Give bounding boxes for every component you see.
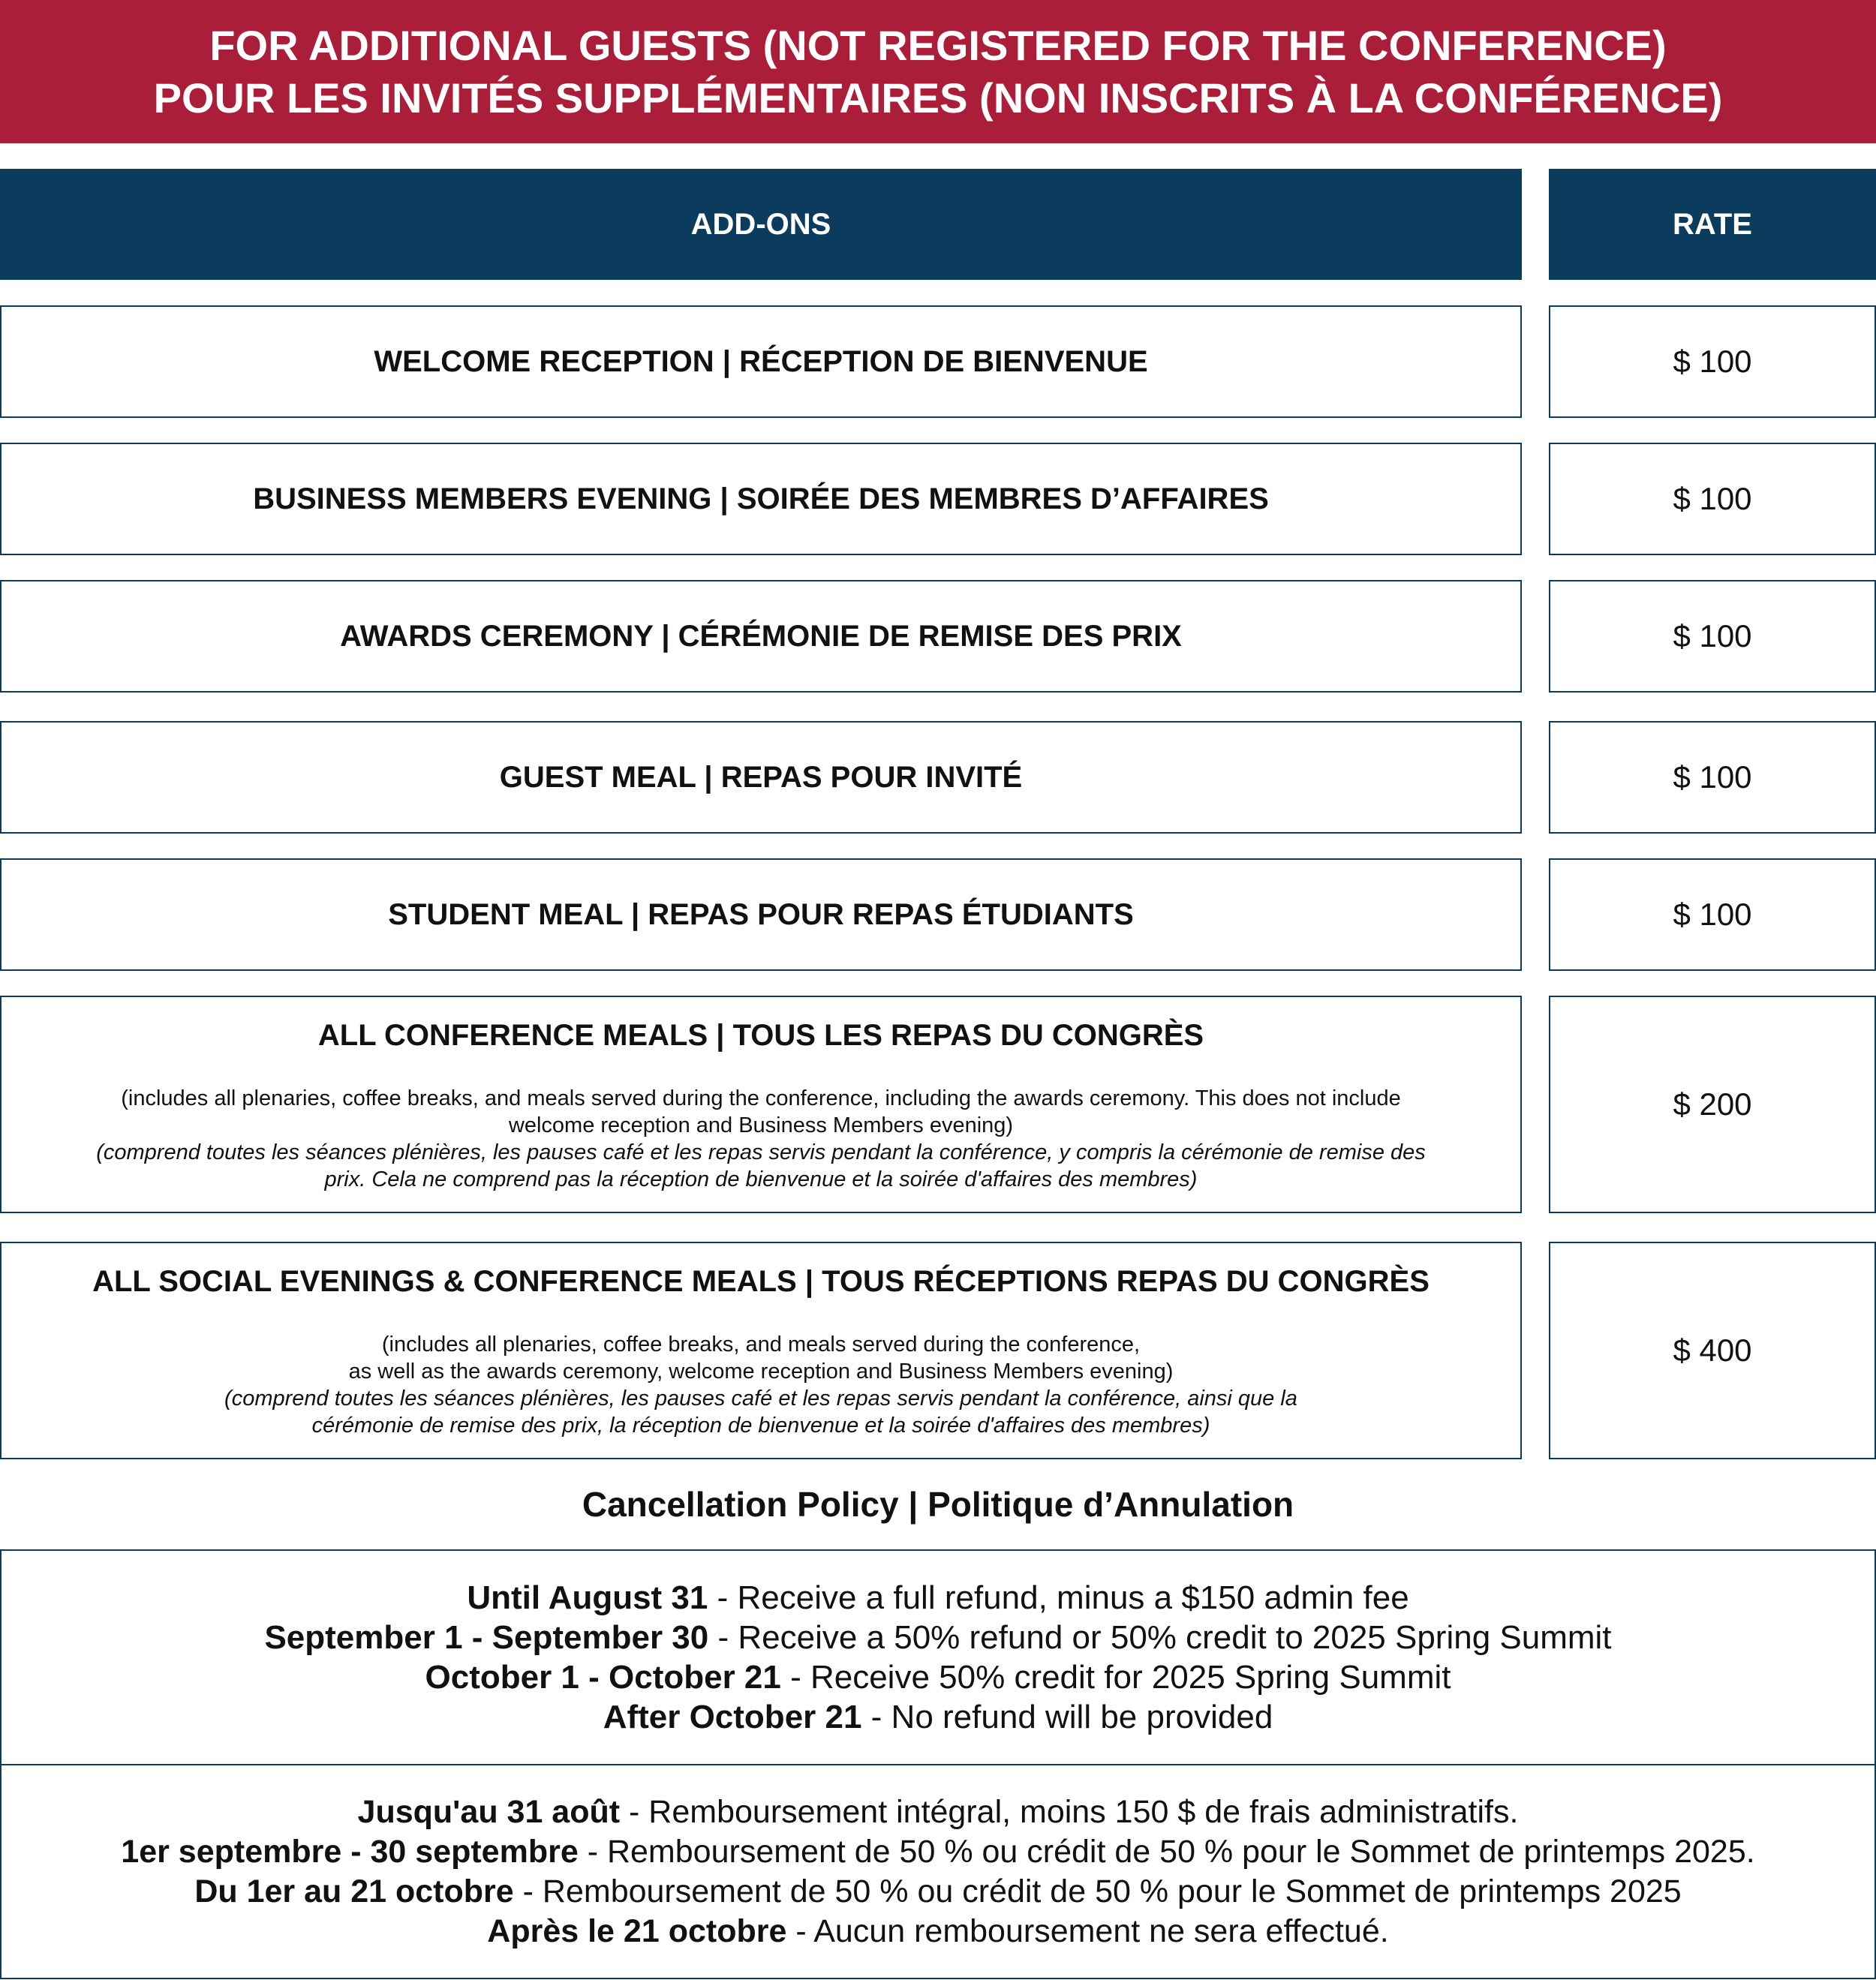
policy-terms: - Aucun remboursement ne sera effectué. <box>786 1912 1389 1949</box>
policy-terms: - No refund will be provided <box>861 1699 1273 1735</box>
addon-title: WELCOME RECEPTION | RÉCEPTION DE BIENVENUE <box>374 345 1148 378</box>
addon-description-en <box>346 1331 1177 1385</box>
description-line: (comprend toutes les séances plénières, les pauses café et les repas servis pendant la conférence, ainsi que la <box>224 1387 1297 1411</box>
addon-row-guest-meal <box>0 721 1522 834</box>
column-header-addons: ADD-ONS <box>0 169 1522 280</box>
policy-period: Jusqu'au 31 août <box>357 1793 621 1830</box>
addon-row-all-conference-meals <box>0 996 1522 1213</box>
policy-period: Du 1er au 21 octobre <box>194 1873 514 1909</box>
description-line: (comprend toutes les séances plénières, les pauses café et les repas servis pendant la conférence, y compris la cérémonie de remise des <box>96 1140 1426 1164</box>
addon-rate: $ 100 <box>1549 721 1876 834</box>
cancellation-policy-fr <box>0 1764 1876 1979</box>
addon-title: ALL SOCIAL EVENINGS & CONFERENCE MEALS | TOUS RÉCEPTIONS REPAS DU CONGRÈS <box>92 1265 1430 1298</box>
addon-rate: $ 100 <box>1549 305 1876 418</box>
policy-terms: - Receive 50% credit for 2025 Spring Summit <box>780 1659 1451 1696</box>
addon-title: STUDENT MEAL | REPAS POUR REPAS ÉTUDIANTS <box>388 898 1134 931</box>
policy-line <box>467 1578 1409 1618</box>
cancellation-policy-title: Cancellation Policy | Politique d’Annulation <box>582 1485 1294 1524</box>
policy-line <box>194 1872 1681 1912</box>
addon-row-all-social-evenings-and-meals <box>0 1242 1522 1459</box>
column-header-rate: RATE <box>1549 169 1876 280</box>
description-line: as well as the awards ceremony, welcome reception and Business Members evening) <box>348 1360 1174 1384</box>
banner-title-fr: POUR LES INVITÉS SUPPLÉMENTAIRES (NON INSCRITS À LA CONFÉRENCE) <box>153 74 1723 122</box>
policy-period: 1er septembre - 30 septembre <box>121 1833 579 1870</box>
description-line: (includes all plenaries, coffee breaks, and meals served during the conference, including the awards ceremony. This does not include <box>121 1086 1401 1110</box>
addon-row-awards-ceremony <box>0 580 1522 693</box>
cancellation-policy-en <box>0 1549 1876 1765</box>
addon-rate: $ 200 <box>1549 996 1876 1213</box>
policy-line <box>121 1832 1754 1872</box>
addon-row-business-members-evening <box>0 443 1522 555</box>
policy-period: Until August 31 <box>467 1579 708 1616</box>
policy-line <box>425 1657 1451 1697</box>
description-line: cérémonie de remise des prix, la réception de bienvenue et la soirée d'affaires des membres) <box>311 1414 1210 1438</box>
policy-period: October 1 - October 21 <box>425 1659 781 1696</box>
addon-title: GUEST MEAL | REPAS POUR INVITÉ <box>499 761 1023 794</box>
policy-terms: - Receive a full refund, minus a $150 admin fee <box>708 1579 1409 1616</box>
addon-row-student-meal <box>0 858 1522 971</box>
policy-line <box>603 1697 1273 1737</box>
addon-title: BUSINESS MEMBERS EVENING | SOIRÉE DES MEMBRES D’AFFAIRES <box>253 482 1269 515</box>
addon-rate: $ 400 <box>1549 1242 1876 1459</box>
addon-rate: $ 100 <box>1549 580 1876 693</box>
page-banner <box>0 0 1876 143</box>
description-line: prix. Cela ne comprend pas la réception de bienvenue et la soirée d'affaires des membres) <box>324 1167 1198 1191</box>
policy-line <box>487 1912 1388 1951</box>
addon-description-fr <box>93 1139 1429 1193</box>
addon-title: AWARDS CEREMONY | CÉRÉMONIE DE REMISE DES PRIX <box>340 620 1182 653</box>
banner-title-en: FOR ADDITIONAL GUESTS (NOT REGISTERED FOR THE CONFERENCE) <box>209 21 1667 69</box>
addon-rate: $ 100 <box>1549 858 1876 971</box>
policy-line <box>264 1618 1611 1657</box>
addon-rate: $ 100 <box>1549 443 1876 555</box>
description-line: (includes all plenaries, coffee breaks, and meals served during the conference, <box>381 1333 1141 1357</box>
policy-line <box>358 1792 1519 1832</box>
policy-period: After October 21 <box>603 1699 862 1735</box>
description-line: welcome reception and Business Members evening) <box>508 1113 1014 1137</box>
policy-terms: - Receive a 50% refund or 50% credit to 2025 Spring Summit <box>708 1619 1612 1656</box>
addon-description-en <box>118 1085 1404 1139</box>
policy-terms: - Remboursement de 50 % ou crédit de 50 % pour le Sommet de printemps 2025. <box>578 1833 1755 1870</box>
policy-terms: - Remboursement intégral, moins 150 $ de frais administratifs. <box>620 1793 1519 1830</box>
addon-title: ALL CONFERENCE MEALS | TOUS LES REPAS DU CONGRÈS <box>317 1019 1204 1052</box>
addon-description-fr <box>221 1385 1300 1439</box>
policy-period: September 1 - September 30 <box>264 1619 709 1656</box>
policy-terms: - Remboursement de 50 % ou crédit de 50 % pour le Sommet de printemps 2025 <box>513 1873 1682 1909</box>
addon-row-welcome-reception <box>0 305 1522 418</box>
policy-period: Après le 21 octobre <box>487 1912 787 1949</box>
